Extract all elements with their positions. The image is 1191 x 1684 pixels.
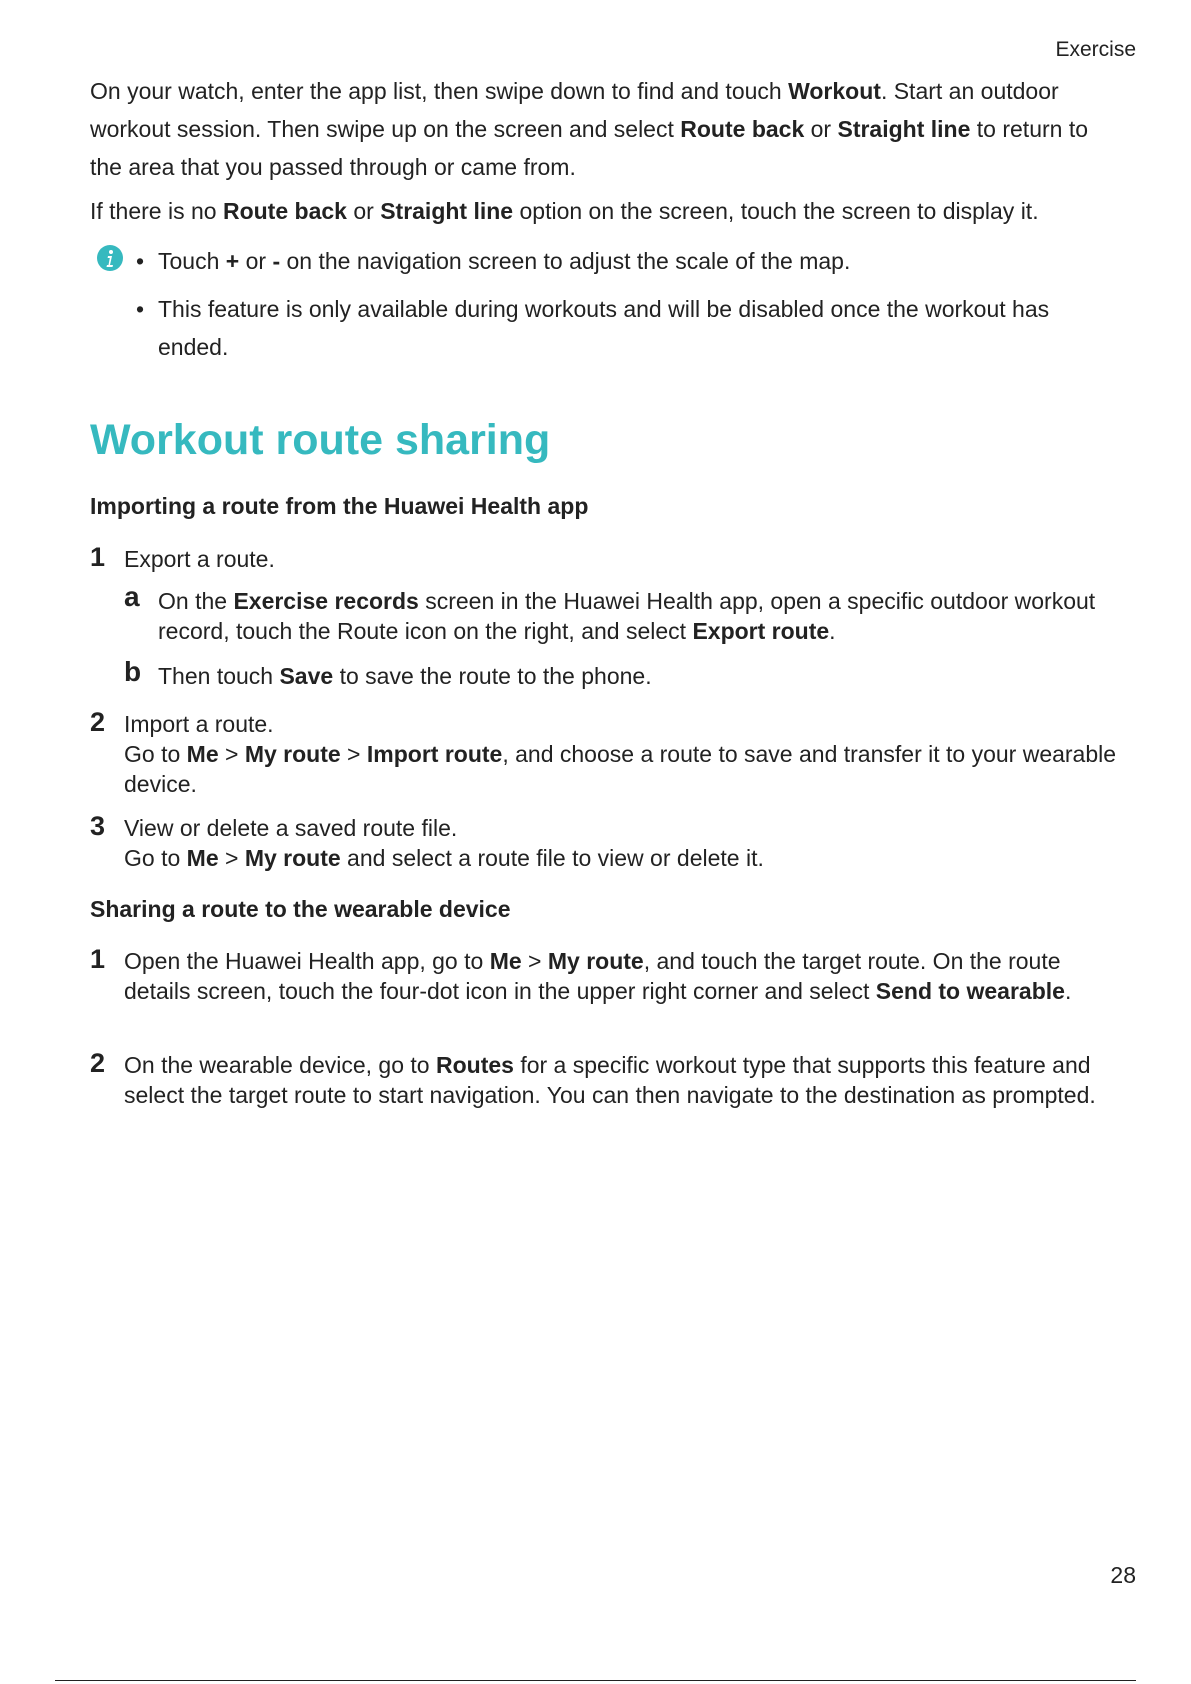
step-number: 1 [90, 542, 106, 572]
document-page: Exercise On your watch, enter the app list, then swipe down to find and touch Workout. Start an outdoor workout session. Then swipe up on the screen and select Route back or Straight line to return to the area that you passed through or came from. If there is no Route back or Straight line option on the screen, touch the screen to display it. • Touch + or - on the navigation screen to adjust the scale of the map. • This feature is only available during workouts and will be disabled once the workout has ended. Workout route sharing Importing a route from the Huawei Health app 1 Export a route. a On the Exercise records screen in the Huawei Health app, open a specific outdoor workout record, touch the Route icon on the right, and select Export route. b Then touch Save to save the route to the phone. 2 Import a route. Go to Me > My route > Import route, and choose a route to save and transfer it to your wearable device. 3 View or delete a saved route file. Go to Me > My route and select a route file to view or delete it. Sharing a route to the wearable device 1 Open the Huawei Health app, go to Me > My route, and touch the target route. On the route details screen, touch the four-dot icon in the upper right corner and select Send to wearable. 2 On the wearable device, go to Routes for a specific workout type that supports this feature and select the target route to start navigation. You can then navigate to the destination as prompted. 28 [0, 0, 1191, 1684]
running-header: Exercise [1055, 38, 1136, 61]
step-number: 1 [90, 944, 106, 974]
subheading-sharing: Sharing a route to the wearable device [90, 896, 511, 922]
step-number: 2 [90, 707, 106, 737]
step-text: Import a route. Go to Me > My route > Import route, and choose a route to save and transfer it to your wearable device. [124, 711, 1117, 797]
note-item-text: This feature is only available during workouts and will be disabled once the workout has ended. [158, 296, 1050, 360]
step-text: View or delete a saved route file. Go to Me > My route and select a route file to view or delete it. [124, 815, 764, 871]
step-text: On the wearable device, go to Routes for a specific workout type that supports this feature and select the target route to start navigation. You can then navigate to the destination as prompted. [124, 1052, 1096, 1108]
intro-paragraph-1: On your watch, enter the app list, then swipe down to find and touch Workout. Start an outdoor workout session. Then swipe up on the screen and select Route back or Straight line to return to the area that you passed through or came from. [90, 78, 1089, 180]
info-icon [96, 244, 124, 272]
substep-text: Then touch Save to save the route to the phone. [158, 663, 652, 689]
step-text: Open the Huawei Health app, go to Me > My route, and touch the target route. On the route details screen, touch the four-dot icon in the upper right corner and select Send to wearable. [124, 948, 1072, 1004]
step-number: 3 [90, 811, 106, 841]
subheading-importing: Importing a route from the Huawei Health app [90, 493, 589, 519]
page-number: 28 [1110, 1562, 1136, 1588]
step-text: Export a route. [124, 546, 275, 572]
note-item-text: Touch + or - on the navigation screen to adjust the scale of the map. [158, 248, 851, 274]
section-title: Workout route sharing [90, 416, 551, 464]
substep-letter: a [124, 581, 140, 612]
substep-letter: b [124, 656, 142, 687]
step-number: 2 [90, 1048, 106, 1078]
footer-divider [55, 1680, 1136, 1681]
substep-text: On the Exercise records screen in the Huawei Health app, open a specific outdoor workout record, touch the Route icon on the right, and select Export route. [158, 588, 1096, 644]
intro-paragraph-2: If there is no Route back or Straight line option on the screen, touch the screen to display it. [90, 198, 1039, 224]
